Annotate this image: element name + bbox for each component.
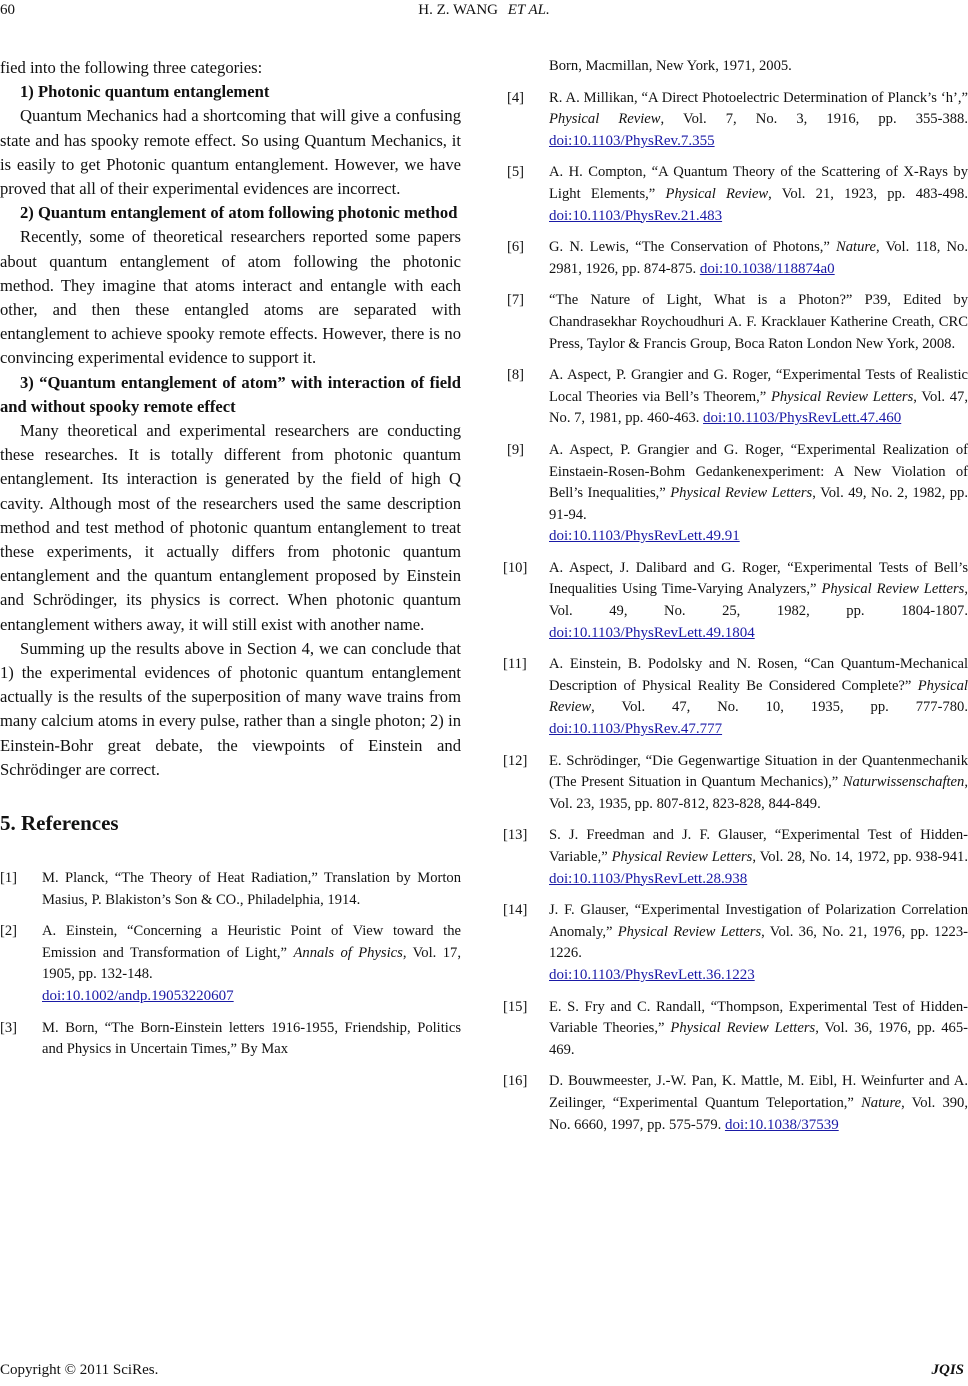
reference-number: [2] [0, 923, 18, 940]
reference-details: , Vol. 21, 1923, pp. 483-498. [768, 185, 968, 202]
doi-link[interactable]: doi:10.1103/PhysRev.7.355 [549, 132, 715, 149]
reference-journal: Physical Review Letters [821, 581, 965, 598]
reference-journal: Physical Review Letters [611, 849, 753, 865]
category-3-body: Many theoretical and experimental researchers are conducting these researches. It is totally different from photonic quantum entanglement. Its interaction is generated by the field of high Q cavity. Although most of the researchers used the same description method and test method of photonic quantum entanglement to treat these experiments, it actually differs from photonic quantum entanglement and the quantum entanglement proposed by Einstein and Schrödinger, its physics is correct. When photonic quantum entanglement withers away, it will still exist with another name. [0, 421, 461, 634]
doi-link[interactable]: doi:10.1038/118874a0 [699, 260, 835, 277]
reference-details: , Vol. 28, No. 14, 1972, pp. 938-941. [752, 849, 968, 865]
reference-number: [14] [503, 902, 528, 919]
reference-text: A. Aspect, P. Grangier and G. Roger, “Experimental Tests of Realistic Local Theories via Bell’s Theorem,” [549, 367, 968, 405]
reference-journal: Physical Review [665, 185, 769, 202]
reference-number: [4] [507, 89, 525, 106]
references-heading: 5. References [0, 811, 119, 836]
reference-text: A. H. Compton, “A Quantum Theory of the Scattering of X-Rays by Light Elements,” [549, 164, 968, 202]
reference-journal: Annals of Physics [293, 944, 403, 961]
reference-journal: Physical Review Letters [770, 388, 914, 405]
reference-item [503, 997, 968, 1062]
reference-item [503, 1071, 968, 1136]
journal-abbrev: JQIS [931, 1362, 964, 1378]
reference-details: , Vol. 49, No. 2, 1982, pp. 91-94. [549, 485, 968, 523]
reference-details: , Vol. 118, No. 2981, 1926, pp. 874-875. [549, 239, 968, 277]
doi-link[interactable]: doi:10.1103/PhysRevLett.47.460 [703, 410, 902, 427]
reference-text: A. Einstein, “Concerning a Heuristic Point of View toward the Emission and Transformation of Light,” [42, 923, 461, 961]
reference-number: [9] [507, 441, 525, 458]
reference-text: J. F. Glauser, “Experimental Investigation of Polarization Correlation Anomaly,” [549, 902, 968, 940]
reference-journal: Physical Review [549, 111, 661, 128]
reference-item [507, 88, 968, 153]
doi-link[interactable]: doi:10.1103/PhysRev.21.483 [549, 207, 723, 224]
reference-details: , Vol. 7, No. 3, 1916, pp. 355-388. [660, 111, 968, 128]
reference-number: [11] [503, 656, 527, 673]
reference-details: , Vol. 47, No. 10, 1935, pp. 777-780. [591, 699, 968, 716]
reference-text: D. Bouwmeester, J.-W. Pan, K. Mattle, M. Eibl, H. Weinfurter and A. Zeilinger, “Experimental Quantum Teleportation,” [549, 1073, 968, 1111]
reference-text: R. A. Millikan, “A Direct Photoelectric Determination of Planck’s ‘h’,” [549, 89, 968, 106]
right-column [503, 56, 968, 1146]
running-head-authors: H. Z. WANG [418, 2, 498, 18]
references-list-left [0, 868, 461, 1061]
reference-item [503, 751, 968, 816]
reference-details: , Vol. 49, No. 25, 1982, pp. 1804-1807. [549, 581, 968, 620]
doi-link[interactable]: doi:10.1103/PhysRevLett.28.938 [549, 870, 748, 887]
doi-link[interactable]: doi:10.1002/andp.19053220607 [42, 988, 234, 1005]
doi-link[interactable]: doi:10.1038/37539 [724, 1116, 839, 1133]
reference-details: , Vol. 17, 1905, pp. 132-148. [42, 944, 461, 983]
reference-item [507, 237, 968, 280]
doi-link[interactable]: doi:10.1103/PhysRevLett.36.1223 [549, 966, 755, 983]
reference-journal: Naturwissenschaften [842, 774, 965, 791]
reference-number: [16] [503, 1073, 528, 1090]
reference-item [507, 290, 968, 355]
reference-number: [6] [507, 239, 525, 256]
reference-continuation: Born, Macmillan, New York, 1971, 2005. [549, 58, 792, 74]
reference-number: [7] [507, 292, 525, 309]
reference-number: [3] [0, 1019, 18, 1036]
reference-text: M. Planck, “The Theory of Heat Radiation,” Translation by Morton Masius, P. Blakiston’s Son & CO., Philadelphia, 1914. [42, 870, 461, 908]
reference-details: , Vol. 47, No. 7, 1981, pp. 460-463. [549, 388, 968, 427]
doi-link[interactable]: doi:10.1103/PhysRevLett.49.91 [549, 528, 740, 545]
reference-text: G. N. Lewis, “The Conservation of Photons,” [549, 239, 837, 256]
category-2-title: 2) Quantum entanglement of atom following photonic method [20, 203, 458, 223]
reference-number: [5] [507, 164, 525, 181]
reference-item [0, 868, 461, 911]
reference-item [503, 558, 968, 644]
reference-text: E. Schrödinger, “Die Gegenwartige Situation in der Quantenmechanik (The Present Situation in Quantum Mechanics),” [549, 752, 968, 791]
page-number: 60 [0, 2, 15, 18]
summary-paragraph: Summing up the results above in Section 4, we can conclude that 1) the experimental evidences of photonic quantum entanglement actually is the results of the superposition of many wave trains from many calcium atoms in every pulse, rather than a single photon; 2) in Einstein-Bohr great debate, the viewpoints of Einstein and Schrödinger are correct. [0, 638, 461, 779]
intro-line: fied into the following three categories: [0, 58, 263, 77]
reference-item [503, 825, 968, 890]
reference-number: [10] [503, 559, 528, 576]
reference-text: E. S. Fry and C. Randall, “Thompson, Experimental Test of Hidden-Variable Theories,” [549, 998, 968, 1037]
reference-item [503, 654, 968, 740]
reference-details: , Vol. 23, 1935, pp. 807-812, 823-828, 844-849. [549, 774, 968, 812]
reference-number: [12] [503, 752, 528, 769]
doi-link[interactable]: doi:10.1103/PhysRev.47.777 [549, 721, 723, 738]
reference-item [507, 365, 968, 430]
copyright-footer: Copyright © 2011 SciRes. [0, 1362, 159, 1378]
category-1-title: 1) Photonic quantum entanglement [20, 82, 270, 102]
reference-item [0, 1018, 461, 1061]
category-1-body: Quantum Mechanics had a shortcoming that will give a confusing state and has spooky remote effect. So using Quantum Mechanics, it is easily to get Photonic quantum entanglement. However, we have proved that all of their experimental evidences are incorrect. [0, 106, 461, 199]
reference-text: M. Born, “The Born-Einstein letters 1916-1955, Friendship, Politics and Physics in Uncertain Times,” By Max [42, 1019, 461, 1058]
reference-number: [15] [503, 998, 528, 1015]
reference-journal: Physical Review Letters [670, 1020, 816, 1037]
reference-journal: Physical Review [549, 677, 968, 716]
doi-link[interactable]: doi:10.1103/PhysRevLett.49.1804 [549, 624, 755, 641]
running-head-et-al: ET AL. [507, 2, 550, 18]
category-2-body: Recently, some of theoretical researchers reported some papers about quantum entanglement of atom following the photonic method. They imagine that atoms interact and entangle with each other, and then these entangled atoms are separated with entanglement to achieve spooky remote effects. However, there is no convincing experimental evidence to support it. [0, 227, 461, 368]
reference-item [0, 921, 461, 1007]
left-column [0, 56, 461, 1071]
reference-text: “The Nature of Light, What is a Photon?” P39, Edited by Chandrasekhar Roychoudhuri A. F. Kracklauer Katherine Creath, CRC Press, Taylor & Francis Group, Boca Raton London New York, 2008. [549, 292, 968, 352]
reference-details: , Vol. 36, No. 21, 1976, pp. 1223-1226. [549, 923, 968, 962]
category-3-title: 3) “Quantum entanglement of atom” with interaction of field and without spooky remote effect [0, 372, 461, 416]
reference-text: A. Aspect, P. Grangier and G. Roger, “Experimental Realization of Einstaein-Rosen-Bohm Gedankenexperiment: A New Violation of Bell’s Inequalities,” [549, 441, 968, 502]
reference-journal: Nature [861, 1094, 902, 1111]
reference-journal: Physical Review Letters [617, 923, 762, 940]
reference-text: A. Einstein, B. Podolsky and N. Rosen, “Can Quantum-Mechanical Description of Physical Reality Be Considered Complete?” [549, 656, 968, 694]
reference-item [503, 900, 968, 986]
reference-text: S. J. Freedman and J. F. Glauser, “Experimental Test of Hidden-Variable,” [549, 827, 968, 865]
reference-item [507, 162, 968, 227]
reference-number: [1] [0, 870, 18, 887]
reference-item [507, 440, 968, 548]
reference-journal: Physical Review Letters [670, 485, 813, 502]
reference-text: A. Aspect, J. Dalibard and G. Roger, “Experimental Tests of Bell’s Inequalities Using Time-Varying Analyzers,” [549, 559, 968, 598]
running-head [0, 2, 968, 19]
reference-number: [8] [507, 367, 525, 384]
reference-details: , Vol. 36, 1976, pp. 465-469. [549, 1020, 968, 1058]
reference-journal: Nature [836, 239, 877, 256]
reference-details: , Vol. 390, No. 6660, 1997, pp. 575-579. [549, 1094, 968, 1133]
reference-number: [13] [503, 827, 528, 844]
